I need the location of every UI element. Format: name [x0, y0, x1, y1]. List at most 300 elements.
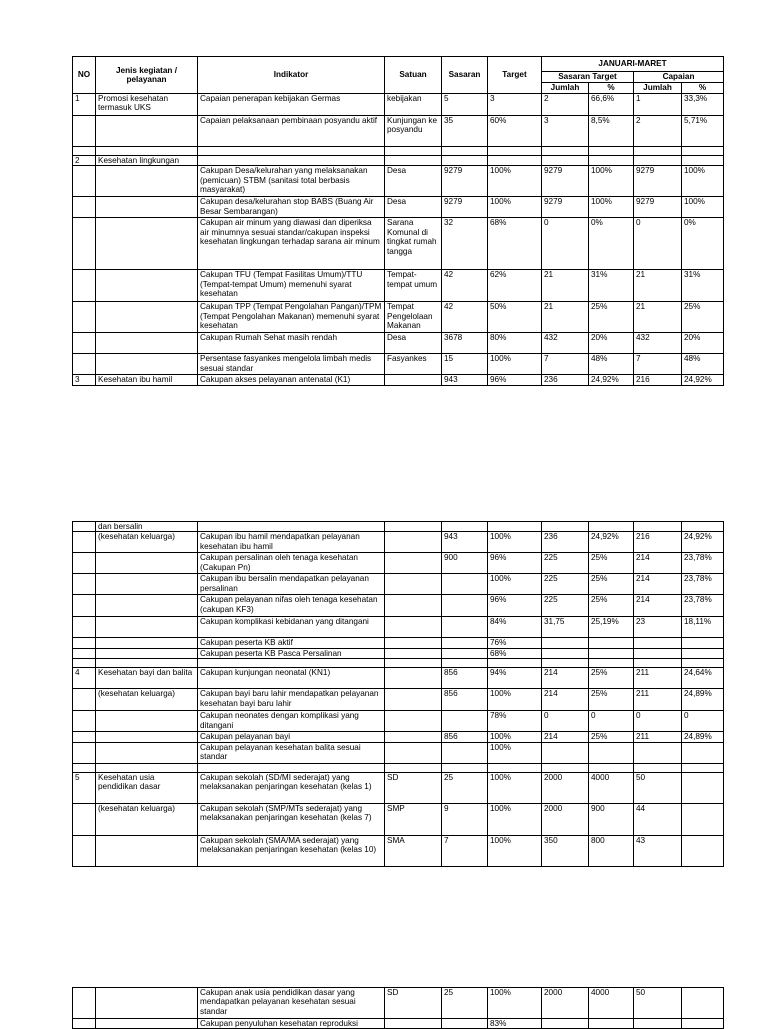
- cell-indikator: Cakupan akses pelayanan antenatal (K1): [198, 375, 385, 385]
- cell-target: 3: [488, 94, 542, 116]
- cell-c-j: [634, 156, 682, 166]
- cell-satuan: SD: [385, 772, 442, 803]
- cell-satuan: Desa: [385, 197, 442, 218]
- cell-st-p: 25%: [589, 574, 634, 595]
- cell-no: 4: [73, 668, 96, 689]
- cell-st-p: 800: [589, 835, 634, 866]
- cell-sasaran: 7: [442, 835, 488, 866]
- cell-no: [73, 218, 96, 270]
- cell-sasaran: [442, 742, 488, 763]
- table-row: [73, 333, 724, 354]
- cell-sasaran: 943: [442, 532, 488, 553]
- cell-st-p: 100%: [589, 197, 634, 218]
- cell-satuan: [385, 522, 442, 532]
- cell-c-j: 21: [634, 270, 682, 302]
- cell-no: [73, 648, 96, 658]
- cell-target: 76%: [488, 638, 542, 648]
- cell-indikator: Cakupan pelayanan kesehatan balita sesuai standar: [198, 742, 385, 763]
- cell-indikator: Cakupan ibu bersalin mendapatkan pelayanan persalinan: [198, 574, 385, 595]
- cell-st-p: 25,19%: [589, 617, 634, 638]
- cell-c-j: 50: [634, 988, 682, 1019]
- cell-satuan: Tempat-tempat umum: [385, 270, 442, 302]
- cell-indikator: Cakupan TFU (Tempat Fasilitas Umum)/TTU (Tempat-tempat Umum) memenuhi syarat kesehatan: [198, 270, 385, 302]
- cell-indikator: Cakupan Rumah Sehat masih rendah: [198, 333, 385, 354]
- table-row: [73, 988, 724, 1019]
- cell-jenis: [96, 302, 198, 333]
- table-row: [73, 617, 724, 638]
- cell-no: [73, 116, 96, 147]
- cell-st-j: 432: [542, 333, 589, 354]
- cell-satuan: [385, 732, 442, 742]
- cell-no: [73, 689, 96, 711]
- cell-satuan: SD: [385, 988, 442, 1019]
- cell-st-j: 2000: [542, 772, 589, 803]
- cell-satuan: [385, 668, 442, 689]
- empty-cell: [73, 147, 96, 156]
- cell-jenis: (kesehatan keluarga): [96, 803, 198, 835]
- cell-satuan: [385, 742, 442, 763]
- cell-st-p: [589, 742, 634, 763]
- cell-st-j: 236: [542, 532, 589, 553]
- cell-satuan: SMP: [385, 803, 442, 835]
- cell-satuan: [385, 711, 442, 732]
- cell-indikator: Cakupan anak usia pendidikan dasar yang mendapatkan pelayanan kesehatan sesuai standar: [198, 988, 385, 1019]
- cell-target: 80%: [488, 333, 542, 354]
- cell-sasaran: [442, 595, 488, 617]
- cell-st-j: 214: [542, 689, 589, 711]
- empty-cell: [488, 659, 542, 668]
- cell-target: [488, 156, 542, 166]
- col-header-sasaran: Sasaran: [442, 57, 488, 94]
- empty-cell: [682, 763, 724, 772]
- cell-jenis: [96, 333, 198, 354]
- col-header-no: NO: [73, 57, 96, 94]
- spacer-row: [73, 763, 724, 772]
- cell-sasaran: 856: [442, 668, 488, 689]
- cell-sasaran: 5: [442, 94, 488, 116]
- cell-target: 100%: [488, 166, 542, 197]
- cell-no: [73, 803, 96, 835]
- empty-cell: [542, 659, 589, 668]
- cell-c-j: 211: [634, 732, 682, 742]
- cell-jenis: [96, 732, 198, 742]
- cell-target: 84%: [488, 617, 542, 638]
- cell-st-p: 900: [589, 803, 634, 835]
- col-header-sasaran-target: Sasaran Target: [542, 72, 634, 83]
- empty-cell: [198, 763, 385, 772]
- cell-st-p: [589, 522, 634, 532]
- cell-target: 83%: [488, 1019, 542, 1029]
- cell-c-p: [682, 835, 724, 866]
- empty-cell: [442, 147, 488, 156]
- cell-sasaran: 856: [442, 689, 488, 711]
- table-row: [73, 553, 724, 574]
- cell-c-j: 44: [634, 803, 682, 835]
- cell-c-p: 24,92%: [682, 532, 724, 553]
- cell-jenis: [96, 270, 198, 302]
- table-row: [73, 668, 724, 689]
- cell-target: 100%: [488, 803, 542, 835]
- cell-target: 50%: [488, 302, 542, 333]
- col-header-satuan: Satuan: [385, 57, 442, 94]
- cell-jenis: [96, 742, 198, 763]
- empty-cell: [634, 763, 682, 772]
- cell-c-p: 100%: [682, 166, 724, 197]
- table-row: [73, 270, 724, 302]
- cell-target: 100%: [488, 732, 542, 742]
- cell-indikator: Cakupan komplikasi kebidanan yang ditangani: [198, 617, 385, 638]
- cell-c-j: [634, 522, 682, 532]
- cell-st-p: 0%: [589, 218, 634, 270]
- cell-st-p: 0: [589, 711, 634, 732]
- cell-no: 5: [73, 772, 96, 803]
- cell-c-p: 31%: [682, 270, 724, 302]
- cell-st-j: 225: [542, 595, 589, 617]
- cell-c-j: 2: [634, 116, 682, 147]
- cell-st-j: 236: [542, 375, 589, 385]
- cell-indikator: Capaian pelaksanaan pembinaan posyandu aktif: [198, 116, 385, 147]
- table-row: [73, 522, 724, 532]
- cell-c-j: 21: [634, 302, 682, 333]
- cell-indikator: Cakupan sekolah (SD/MI sederajat) yang melaksanakan penjaringan kesehatan (kelas 1): [198, 772, 385, 803]
- cell-st-p: 4000: [589, 772, 634, 803]
- cell-st-p: 31%: [589, 270, 634, 302]
- table-row: [73, 354, 724, 375]
- empty-cell: [682, 147, 724, 156]
- cell-no: 2: [73, 156, 96, 166]
- cell-indikator: Cakupan kunjungan neonatal (KN1): [198, 668, 385, 689]
- cell-no: [73, 270, 96, 302]
- cell-sasaran: [442, 574, 488, 595]
- empty-cell: [385, 147, 442, 156]
- cell-c-j: 216: [634, 375, 682, 385]
- table-row: [73, 595, 724, 617]
- cell-c-j: 9279: [634, 197, 682, 218]
- cell-target: 60%: [488, 116, 542, 147]
- cell-c-p: [682, 803, 724, 835]
- cell-no: [73, 333, 96, 354]
- cell-sasaran: [442, 711, 488, 732]
- cell-st-j: 7: [542, 354, 589, 375]
- cell-satuan: [385, 689, 442, 711]
- cell-c-p: 24,64%: [682, 668, 724, 689]
- cell-jenis: [96, 711, 198, 732]
- cell-satuan: Kunjungan ke posyandu: [385, 116, 442, 147]
- cell-target: 100%: [488, 742, 542, 763]
- cell-satuan: Sarana Komunal di tingkat rumah tangga: [385, 218, 442, 270]
- cell-target: 100%: [488, 988, 542, 1019]
- cell-st-p: 25%: [589, 595, 634, 617]
- cell-target: 100%: [488, 835, 542, 866]
- col-header-period: JANUARI-MARET: [542, 57, 724, 72]
- cell-satuan: [385, 553, 442, 574]
- cell-st-j: 2: [542, 94, 589, 116]
- cell-c-p: 23,78%: [682, 553, 724, 574]
- table-header: [73, 57, 724, 94]
- cell-c-j: 23: [634, 617, 682, 638]
- cell-no: [73, 732, 96, 742]
- cell-c-p: 24,92%: [682, 375, 724, 385]
- report-table-part-2: [72, 521, 724, 867]
- cell-c-p: 24,89%: [682, 689, 724, 711]
- cell-sasaran: [442, 648, 488, 658]
- cell-st-p: [589, 638, 634, 648]
- empty-cell: [96, 147, 198, 156]
- cell-satuan: [385, 638, 442, 648]
- cell-target: 100%: [488, 772, 542, 803]
- cell-c-p: [682, 772, 724, 803]
- empty-cell: [198, 659, 385, 668]
- cell-c-p: 48%: [682, 354, 724, 375]
- cell-c-p: [682, 742, 724, 763]
- table-row: [73, 711, 724, 732]
- cell-indikator: Persentase fasyankes mengelola limbah medis sesuai standar: [198, 354, 385, 375]
- cell-st-p: [589, 156, 634, 166]
- cell-st-p: 4000: [589, 988, 634, 1019]
- cell-satuan: Tempat Pengelolaan Makanan: [385, 302, 442, 333]
- cell-sasaran: 25: [442, 772, 488, 803]
- table-row: [73, 638, 724, 648]
- table-row: [73, 116, 724, 147]
- cell-st-p: 24,92%: [589, 532, 634, 553]
- cell-target: 68%: [488, 648, 542, 658]
- cell-st-p: 25%: [589, 553, 634, 574]
- cell-indikator: Cakupan neonates dengan komplikasi yang ditangani: [198, 711, 385, 732]
- cell-c-j: 9279: [634, 166, 682, 197]
- cell-st-j: 0: [542, 711, 589, 732]
- cell-st-j: 0: [542, 218, 589, 270]
- cell-target: 96%: [488, 375, 542, 385]
- cell-no: [73, 354, 96, 375]
- table-row: [73, 648, 724, 658]
- cell-target: 96%: [488, 595, 542, 617]
- cell-c-j: 214: [634, 574, 682, 595]
- cell-jenis: [96, 218, 198, 270]
- empty-cell: [682, 659, 724, 668]
- cell-c-p: 0: [682, 711, 724, 732]
- cell-c-p: 23,78%: [682, 574, 724, 595]
- cell-jenis: Kesehatan ibu hamil: [96, 375, 198, 385]
- cell-satuan: [385, 156, 442, 166]
- cell-satuan: [385, 574, 442, 595]
- cell-indikator: Cakupan peserta KB Pasca Persalinan: [198, 648, 385, 658]
- cell-target: 100%: [488, 574, 542, 595]
- cell-st-p: 20%: [589, 333, 634, 354]
- empty-cell: [634, 659, 682, 668]
- cell-target: 100%: [488, 197, 542, 218]
- cell-jenis: [96, 595, 198, 617]
- cell-c-j: 432: [634, 333, 682, 354]
- cell-st-p: 100%: [589, 166, 634, 197]
- spacer-row: [73, 147, 724, 156]
- col-header-st-persen: %: [589, 83, 634, 94]
- cell-st-j: [542, 638, 589, 648]
- cell-st-p: 25%: [589, 689, 634, 711]
- cell-satuan: kebijakan: [385, 94, 442, 116]
- cell-indikator: Cakupan TPP (Tempat Pengolahan Pangan)/TPM (Tempat Pengolahan Makanan) memenuhi syarat kesehatan: [198, 302, 385, 333]
- cell-no: [73, 553, 96, 574]
- cell-st-j: 9279: [542, 197, 589, 218]
- col-header-c-jumlah: Jumlah: [634, 83, 682, 94]
- cell-c-p: 20%: [682, 333, 724, 354]
- cell-jenis: (kesehatan keluarga): [96, 689, 198, 711]
- cell-c-j: [634, 648, 682, 658]
- cell-jenis: [96, 116, 198, 147]
- cell-no: [73, 522, 96, 532]
- cell-st-j: [542, 156, 589, 166]
- cell-c-j: 211: [634, 668, 682, 689]
- cell-no: [73, 988, 96, 1019]
- cell-c-p: [682, 988, 724, 1019]
- cell-jenis: [96, 835, 198, 866]
- cell-jenis: [96, 648, 198, 658]
- cell-c-p: 23,78%: [682, 595, 724, 617]
- empty-cell: [488, 763, 542, 772]
- cell-c-p: 0%: [682, 218, 724, 270]
- spacer-row: [73, 659, 724, 668]
- cell-indikator: Capaian penerapan kebijakan Germas: [198, 94, 385, 116]
- cell-sasaran: 9279: [442, 197, 488, 218]
- cell-target: 100%: [488, 354, 542, 375]
- cell-jenis: [96, 197, 198, 218]
- cell-sasaran: 42: [442, 270, 488, 302]
- cell-st-j: 9279: [542, 166, 589, 197]
- empty-cell: [589, 147, 634, 156]
- cell-target: 100%: [488, 532, 542, 553]
- table-row: [73, 742, 724, 763]
- cell-c-j: 214: [634, 553, 682, 574]
- cell-satuan: [385, 595, 442, 617]
- table-body: [73, 988, 724, 1029]
- cell-sasaran: 943: [442, 375, 488, 385]
- cell-target: 96%: [488, 553, 542, 574]
- cell-jenis: [96, 638, 198, 648]
- cell-sasaran: 25: [442, 988, 488, 1019]
- cell-sasaran: 856: [442, 732, 488, 742]
- cell-sasaran: 3678: [442, 333, 488, 354]
- table-row: [73, 166, 724, 197]
- cell-sasaran: [442, 638, 488, 648]
- empty-cell: [442, 659, 488, 668]
- cell-c-j: 0: [634, 711, 682, 732]
- cell-c-p: 33,3%: [682, 94, 724, 116]
- cell-jenis: [96, 166, 198, 197]
- cell-st-j: 214: [542, 732, 589, 742]
- cell-st-j: 21: [542, 270, 589, 302]
- col-header-target: Target: [488, 57, 542, 94]
- cell-st-p: 48%: [589, 354, 634, 375]
- cell-st-j: [542, 648, 589, 658]
- cell-st-j: 225: [542, 574, 589, 595]
- table-row: [73, 772, 724, 803]
- cell-sasaran: 32: [442, 218, 488, 270]
- cell-st-j: 31,75: [542, 617, 589, 638]
- empty-cell: [96, 763, 198, 772]
- table-row: [73, 732, 724, 742]
- cell-jenis: (kesehatan keluarga): [96, 532, 198, 553]
- cell-st-p: 25%: [589, 732, 634, 742]
- table-row: [73, 574, 724, 595]
- empty-cell: [385, 659, 442, 668]
- cell-jenis: Kesehatan bayi dan balita: [96, 668, 198, 689]
- table-row: [73, 197, 724, 218]
- cell-c-p: [682, 156, 724, 166]
- cell-target: 100%: [488, 689, 542, 711]
- empty-cell: [542, 147, 589, 156]
- cell-no: 1: [73, 94, 96, 116]
- cell-sasaran: [442, 156, 488, 166]
- cell-st-j: 3: [542, 116, 589, 147]
- table-row: [73, 375, 724, 385]
- cell-c-p: 25%: [682, 302, 724, 333]
- cell-jenis: [96, 354, 198, 375]
- cell-st-p: [589, 648, 634, 658]
- cell-indikator: Cakupan pelayanan bayi: [198, 732, 385, 742]
- cell-no: [73, 742, 96, 763]
- cell-indikator: [198, 156, 385, 166]
- cell-no: [73, 638, 96, 648]
- cell-st-j: 21: [542, 302, 589, 333]
- report-table-part-1: [72, 56, 724, 386]
- empty-cell: [385, 763, 442, 772]
- cell-satuan: [385, 617, 442, 638]
- cell-st-j: 350: [542, 835, 589, 866]
- cell-jenis: [96, 617, 198, 638]
- cell-indikator: Cakupan Desa/kelurahan yang melaksanakan (pemicuan) STBM (sanitasi total berbasis masyarakat): [198, 166, 385, 197]
- table-row: [73, 94, 724, 116]
- cell-satuan: [385, 375, 442, 385]
- cell-st-p: 25%: [589, 668, 634, 689]
- empty-cell: [442, 763, 488, 772]
- cell-indikator: Cakupan sekolah (SMA/MA sederajat) yang melaksanakan penjaringan kesehatan (kelas 10): [198, 835, 385, 866]
- table-row: [73, 835, 724, 866]
- table-row: [73, 218, 724, 270]
- cell-no: [73, 617, 96, 638]
- cell-c-j: 1: [634, 94, 682, 116]
- empty-cell: [634, 147, 682, 156]
- cell-st-p: 8,5%: [589, 116, 634, 147]
- cell-st-j: 2000: [542, 988, 589, 1019]
- table-body: [73, 94, 724, 386]
- cell-jenis: [96, 988, 198, 1019]
- cell-c-j: 214: [634, 595, 682, 617]
- cell-no: [73, 711, 96, 732]
- empty-cell: [198, 147, 385, 156]
- cell-no: [73, 574, 96, 595]
- cell-sasaran: [442, 617, 488, 638]
- empty-cell: [542, 763, 589, 772]
- cell-indikator: Cakupan bayi baru lahir mendapatkan pelayanan kesehatan bayi baru lahir: [198, 689, 385, 711]
- cell-st-j: 2000: [542, 803, 589, 835]
- cell-c-j: 0: [634, 218, 682, 270]
- table-row: [73, 302, 724, 333]
- cell-target: 68%: [488, 218, 542, 270]
- cell-jenis: [96, 574, 198, 595]
- cell-st-j: [542, 522, 589, 532]
- cell-st-j: 214: [542, 668, 589, 689]
- cell-indikator: Cakupan desa/kelurahan stop BABS (Buang Air Besar Sembarangan): [198, 197, 385, 218]
- table-body: [73, 522, 724, 867]
- cell-sasaran: [442, 522, 488, 532]
- cell-jenis: Kesehatan usia pendidikan dasar: [96, 772, 198, 803]
- cell-c-j: 211: [634, 689, 682, 711]
- cell-c-j: 7: [634, 354, 682, 375]
- cell-sasaran: 42: [442, 302, 488, 333]
- table-row: [73, 689, 724, 711]
- cell-indikator: Cakupan persalinan oleh tenaga kesehatan (Cakupan Pn): [198, 553, 385, 574]
- empty-cell: [73, 659, 96, 668]
- cell-c-p: 24,89%: [682, 732, 724, 742]
